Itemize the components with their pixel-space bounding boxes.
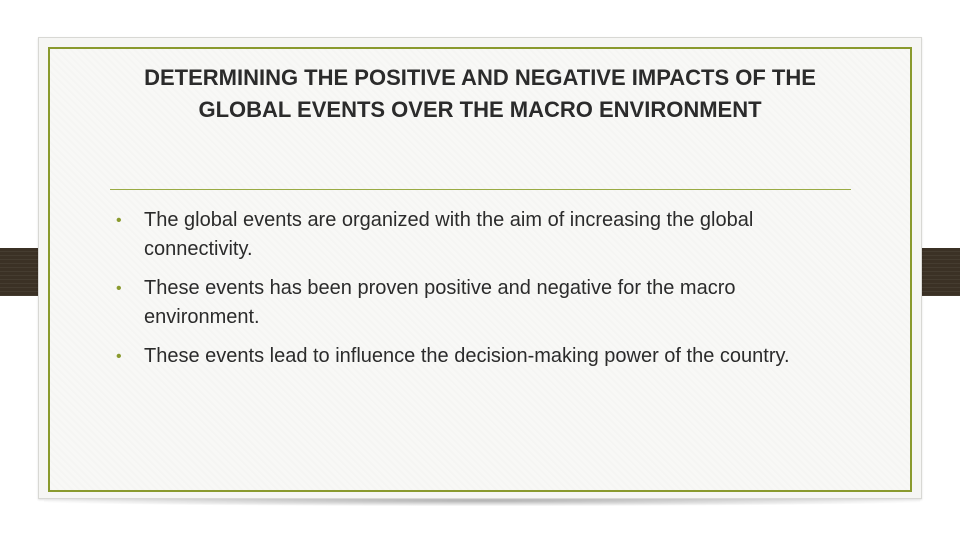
bullet-item	[114, 274, 834, 332]
bullet-dot-icon: •	[116, 212, 122, 229]
bullet-list	[114, 206, 834, 381]
bullet-dot-icon: •	[116, 280, 122, 297]
slide-title: DETERMINING THE POSITIVE AND NEGATIVE IMPACTS OF THE GLOBAL EVENTS OVER THE MACRO ENVIRONMENT	[144, 65, 816, 122]
title-divider	[110, 189, 851, 190]
bullet-text: These events has been proven positive and negative for the macro environment.	[144, 277, 736, 328]
bullet-text: The global events are organized with the aim of increasing the global connectivity.	[144, 209, 754, 260]
bullet-text: These events lead to influence the decision-making power of the country.	[144, 345, 790, 367]
bullet-item	[114, 206, 834, 264]
bullet-dot-icon: •	[116, 348, 122, 365]
bullet-item	[114, 342, 834, 371]
